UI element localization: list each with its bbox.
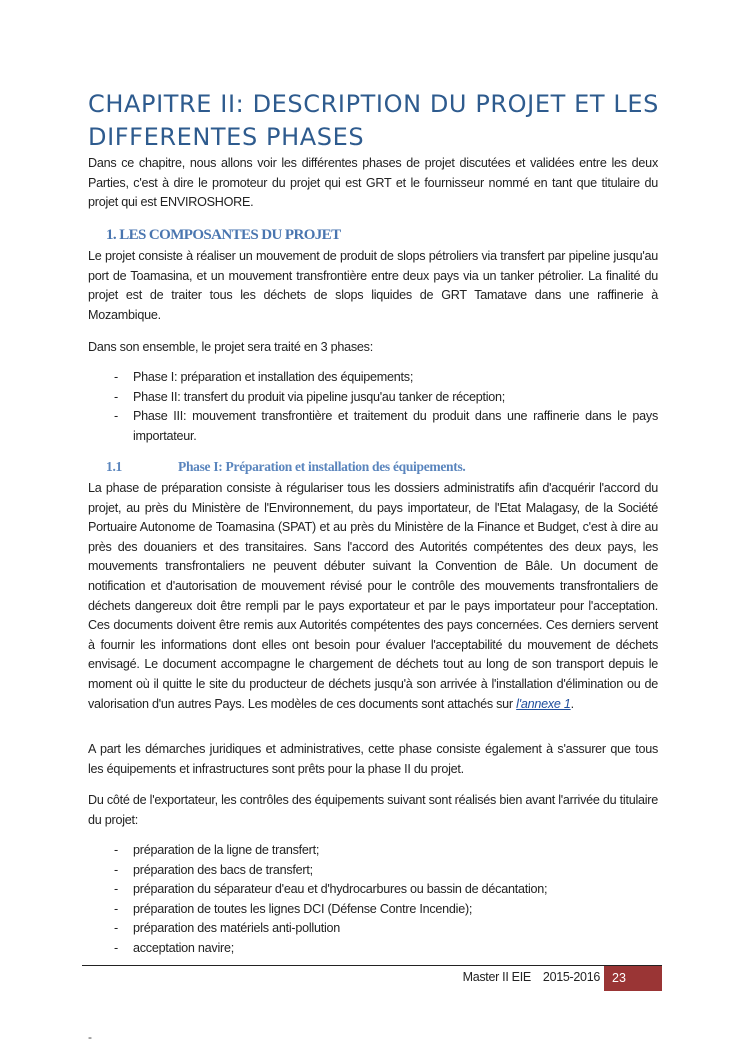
- subsection-heading-phase1: [106, 459, 465, 475]
- page-number: 23: [604, 966, 662, 991]
- list-item: - préparation des bacs de transfert;: [88, 861, 658, 881]
- stray-dash: -: [88, 1030, 92, 1044]
- list-item: - préparation de toutes les lignes DCI (Défense Contre Incendie);: [88, 900, 658, 920]
- list-item: - acceptation navire;: [88, 939, 658, 959]
- paragraph-exportateur: Du côté de l'exportateur, les contrôles des équipements suivant sont réalisés bien avant l'arrivée du titulaire du projet:: [88, 793, 658, 827]
- intro-paragraph: Dans ce chapitre, nous allons voir les différentes phases de projet discutées et validées entre les deux Parties, c'est à dire le promoteur du projet qui est GRT et le fournisseur nommé en tant que titulaire du projet qui est ENVIROSHORE.: [88, 156, 658, 210]
- list-item: - Phase III: mouvement transfrontière et traitement du produit dans une raffinerie dans le pays importateur.: [88, 407, 658, 446]
- paragraph-end: .: [570, 696, 574, 711]
- list-item: - Phase II: transfert du produit via pipeline jusqu'au tanker de réception;: [88, 388, 658, 408]
- list-item: - préparation du séparateur d'eau et d'hydrocarbures ou bassin de décantation;: [88, 880, 658, 900]
- paragraph-demarches: A part les démarches juridiques et administratives, cette phase consiste également à s'assurer que tous les équipements et infrastructures sont prêts pour la phase II du projet.: [88, 742, 658, 776]
- footer-text: [451, 970, 600, 984]
- subsection-number: 1.1: [106, 459, 122, 474]
- paragraph-text: La phase de préparation consiste à régulariser tous les dossiers administratifs afin d'acquérir l'accord du projet, au près du Ministère de l'Environnement, du pays importateur, de l'Etat Malagasy, de la Société Portuaire Autonome de Toamasina (SPAT) et au près du Ministère de la Finance et Budget, c'est à dire au près des douaniers et des transitaires. Sans l'accord des Autorités compétentes des deux pays, les mouvements transfrontaliers ne peuvent débuter suivant la Convention de Bâle. Un document de notification et d'autorisation de mouvement révisé pour le contrôle des mouvements transfrontaliers de déchets dangereux doit être rempli par le pays exportateur et par le pays importateur pour l'acceptation. Ces documents doivent être remis aux Autorités compétentes des pays concernées. Ces derniers servent à fournir les informations dont elles ont besoin pour évaluer l'acceptabilité du mouvement de déchets envisagé. Le document accompagne le chargement de déchets tout au long de son transport depuis le moment où il quitte le site du producteur de déchets jusqu'à son arrivée à l'installation d'élimination ou de valorisation d'un autres Pays. Les modèles de ces documents sont attachés sur: [88, 481, 658, 711]
- list-item: - préparation des matériels anti-pollution: [88, 919, 658, 939]
- footer-divider: [82, 965, 662, 966]
- subsection-title: Phase I: Préparation et installation des équipements.: [178, 459, 466, 474]
- paragraph-ensemble: Dans son ensemble, le projet sera traité en 3 phases:: [88, 340, 373, 354]
- footer-program: Master II EIE: [462, 970, 531, 984]
- paragraph-projet: Le projet consiste à réaliser un mouvement de produit de slops pétroliers via transfert par pipeline jusqu'au port de Toamasina, et un mouvement transfrontière entre deux pays via un tanker pétrolier. La finalité du projet est de traiter tous les déchets de slops liquides de GRT Tamatave dans une raffinerie à Mozambique.: [88, 249, 658, 322]
- checks-list: [88, 841, 658, 959]
- list-item: - Phase I: préparation et installation des équipements;: [88, 368, 658, 388]
- paragraph-preparation: [88, 479, 658, 714]
- chapter-title: CHAPITRE II: DESCRIPTION DU PROJET ET LES DIFFERENTES PHASES: [88, 90, 659, 151]
- annex-link[interactable]: l'annexe 1: [516, 696, 571, 711]
- phases-list: [88, 368, 658, 446]
- footer-years: 2015-2016: [542, 970, 600, 984]
- section-heading-composantes: 1. LES COMPOSANTES DU PROJET: [106, 227, 341, 243]
- list-item: - préparation de la ligne de transfert;: [88, 841, 658, 861]
